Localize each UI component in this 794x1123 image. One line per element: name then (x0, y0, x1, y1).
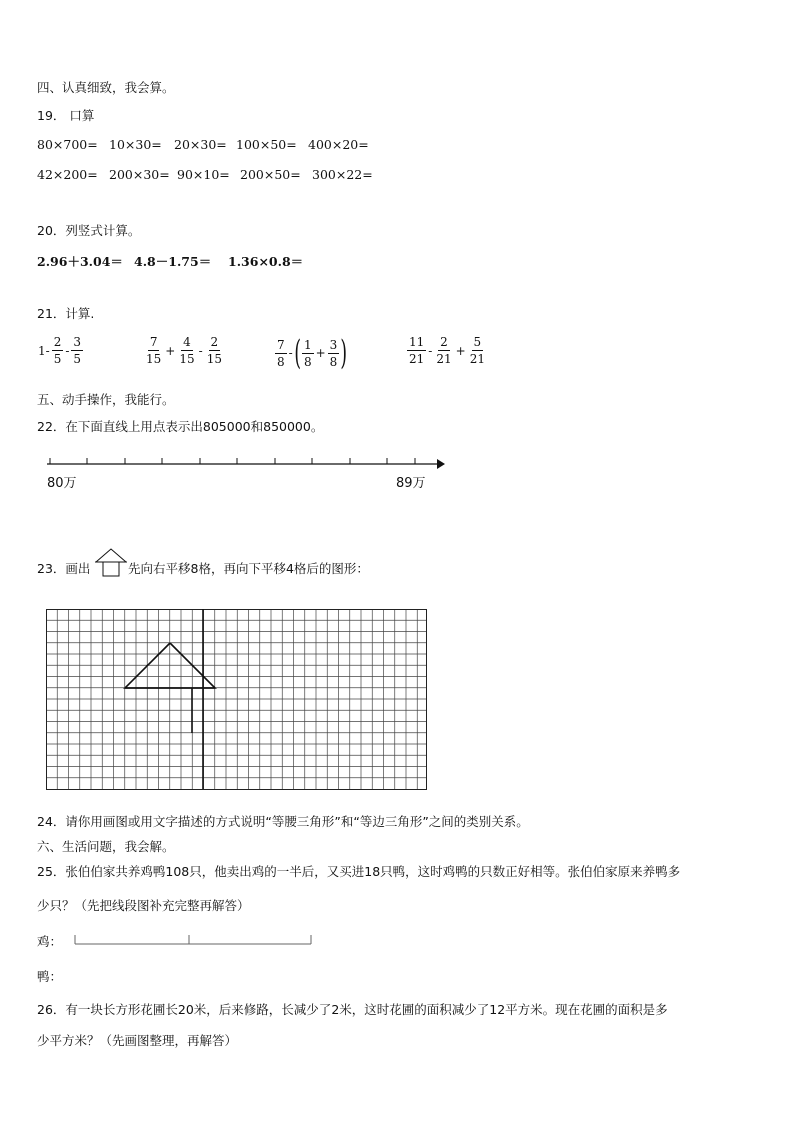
q21-label: 21．计算. (37, 306, 95, 321)
number-line (45, 452, 445, 482)
duck-label: 鸭： (37, 969, 63, 984)
house-shape-icon (94, 548, 128, 578)
q20-item: 2.96＋3.04＝ (37, 254, 123, 269)
q26-line-1: 26．有一块长方形花圃长20米，后来修路，长减少了2米，这时花圃的面积减少了12平方米。现在花圃的面积是多 (37, 1002, 668, 1017)
q19-item: 90×10= (177, 167, 230, 182)
fraction: $\frac{4}{15}$ (179, 335, 195, 366)
q19-item: 100×50= (236, 137, 297, 152)
q19-item: 42×200= (37, 167, 98, 182)
q21-e1-lead: 1- (38, 343, 50, 358)
q24-label: 24．请你用画图或用文字描述的方式说明“等腰三角形”和“等边三角形”之间的类别关系。 (37, 814, 529, 829)
q19-item: 400×20= (308, 137, 369, 152)
q20-item: 1.36×0.8＝ (228, 254, 304, 269)
chicken-segment-line (74, 934, 314, 948)
operator: + (315, 346, 326, 360)
operator: - (428, 343, 433, 358)
q23-label-before: 23．画出 (37, 561, 91, 576)
q21-expression-4 (406, 336, 488, 365)
q25-line-2: 少只？（先把线段图补充完整再解答） (37, 898, 250, 913)
q19-item: 300×22= (312, 167, 373, 182)
q20-item: 4.8－1.75＝ (134, 254, 212, 269)
section-4-title: 四、认真细致，我会算。 (37, 80, 175, 95)
q19-item: 10×30= (109, 137, 162, 152)
q21-expression-3 (274, 333, 348, 373)
fraction: $\frac{3}{8}$ (329, 337, 338, 369)
fraction: $\frac{11}{21}$ (409, 335, 425, 366)
q25-line-1: 25．张伯伯家共养鸡鸭108只，他卖出鸡的一半后，又买进18只鸭，这时鸡鸭的只数正好相等。张伯伯家原来养鸭多 (37, 864, 681, 879)
number-line-left-label: 80万 (47, 476, 77, 491)
q19-item: 80×700= (37, 137, 98, 152)
q19-label: 19． 口算 (37, 108, 95, 123)
chicken-label: 鸡： (37, 934, 63, 949)
operator: - (288, 346, 293, 360)
left-paren: ( (294, 333, 301, 373)
operator: - (65, 343, 70, 358)
fraction: $\frac{2}{5}$ (53, 335, 62, 366)
number-line-right-label: 89万 (396, 476, 426, 491)
section-5-title: 五、动手操作，我能行。 (37, 392, 175, 407)
fraction: $\frac{3}{5}$ (73, 335, 82, 366)
q21-expression-1 (37, 336, 84, 365)
number-line-ticks (50, 458, 415, 464)
section-6-title: 六、生活问题，我会解。 (37, 839, 175, 854)
right-paren: ) (340, 333, 348, 373)
q19-item: 200×30= (109, 167, 170, 182)
q23-label-after: 先向右平移8格，再向下平移4格后的图形： (128, 561, 369, 576)
operator: - (198, 343, 203, 358)
fraction: $\frac{7}{8}$ (277, 337, 285, 369)
square-grid (46, 609, 428, 790)
fraction: $\frac{5}{21}$ (469, 335, 485, 366)
fraction: $\frac{7}{15}$ (146, 335, 162, 366)
q20-label: 20．列竖式计算。 (37, 223, 141, 238)
q21-expression-2 (143, 336, 225, 365)
fraction: $\frac{2}{15}$ (206, 335, 222, 366)
fraction: $\frac{1}{8}$ (303, 337, 312, 369)
q22-label: 22．在下面直线上用点表示出805000和850000。 (37, 419, 324, 434)
operator: + (165, 343, 176, 358)
q19-item: 20×30= (174, 137, 227, 152)
q26-line-2: 少平方米？（先画图整理，再解答） (37, 1033, 238, 1048)
fraction: $\frac{2}{21}$ (436, 335, 452, 366)
q19-item: 200×50= (240, 167, 301, 182)
operator: + (455, 343, 466, 358)
